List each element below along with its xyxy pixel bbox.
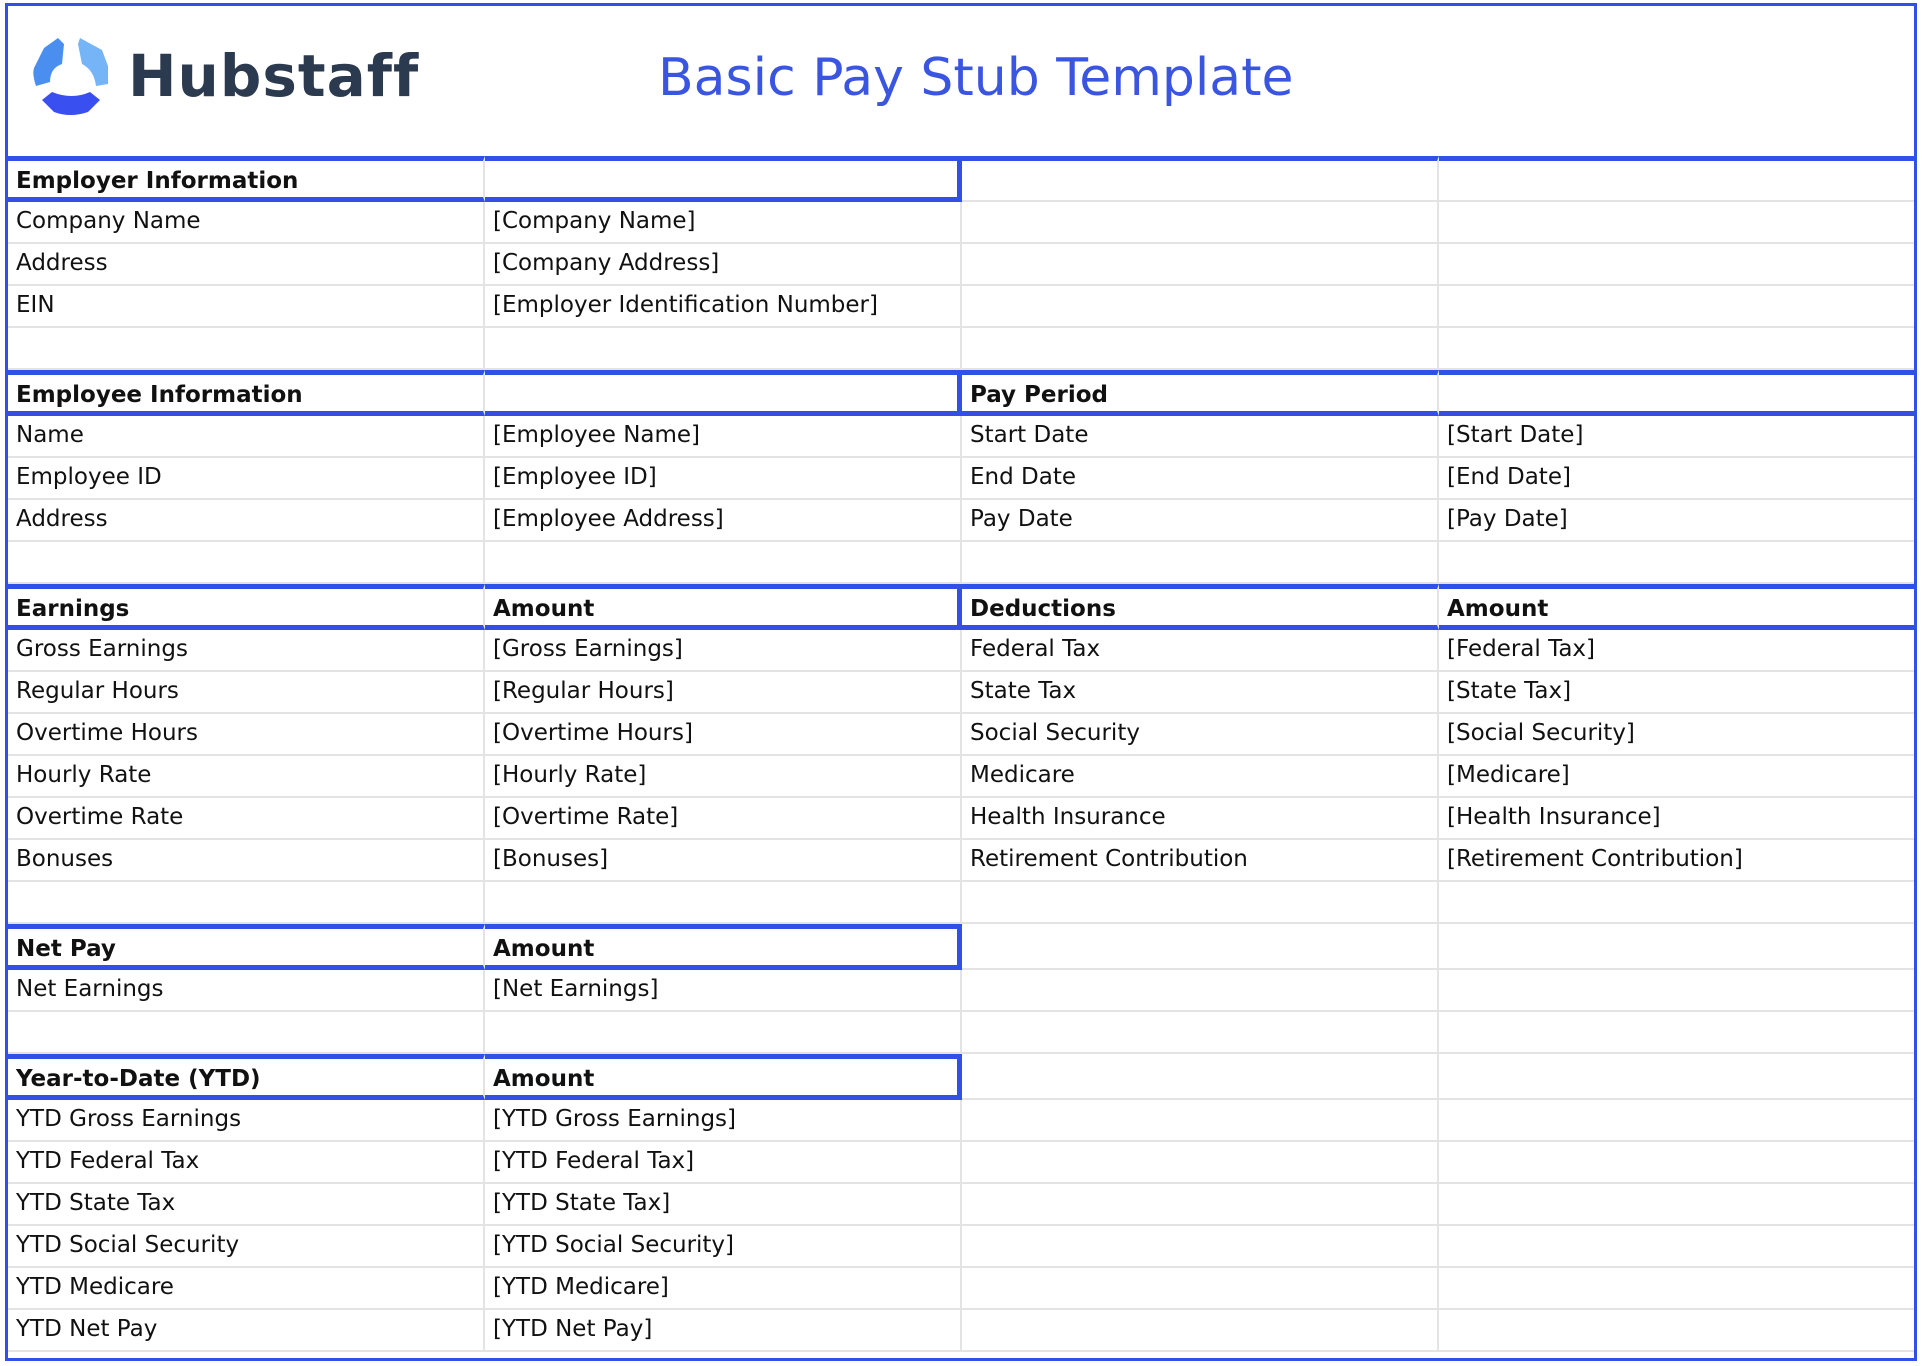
empty-cell[interactable] <box>1439 1012 1914 1054</box>
empty-cell[interactable] <box>1439 924 1914 970</box>
column-header[interactable]: Amount <box>1439 584 1914 630</box>
table-row <box>8 798 1914 840</box>
field-value[interactable]: [Employee Address] <box>485 500 962 542</box>
section-title[interactable]: Year-to-Date (YTD) <box>8 1054 485 1100</box>
empty-cell[interactable] <box>8 328 485 370</box>
field-value[interactable]: [Employee Name] <box>485 416 962 458</box>
column-header[interactable]: Amount <box>485 924 962 970</box>
table-row <box>8 416 1914 458</box>
table-row <box>8 882 1914 924</box>
field-label[interactable]: YTD State Tax <box>8 1184 485 1226</box>
field-value[interactable]: [YTD Federal Tax] <box>485 1142 962 1184</box>
table-row <box>8 756 1914 798</box>
field-label[interactable]: Retirement Contribution <box>962 840 1439 882</box>
section-header-row <box>8 370 1914 416</box>
section-header-row <box>8 156 1914 202</box>
empty-cell[interactable] <box>1439 370 1914 416</box>
table-row <box>8 1100 1914 1142</box>
empty-cell[interactable] <box>962 328 1439 370</box>
table-row <box>8 1226 1914 1268</box>
empty-cell[interactable] <box>485 882 962 924</box>
section-title[interactable]: Net Pay <box>8 924 485 970</box>
field-label[interactable]: Regular Hours <box>8 672 485 714</box>
empty-cell[interactable] <box>1439 286 1914 328</box>
field-label[interactable]: Social Security <box>962 714 1439 756</box>
field-label[interactable]: YTD Gross Earnings <box>8 1100 485 1142</box>
field-label[interactable]: Name <box>8 416 485 458</box>
section-title[interactable]: Earnings <box>8 584 485 630</box>
empty-cell[interactable] <box>485 1012 962 1054</box>
table-row <box>8 1310 1914 1352</box>
table-row <box>8 458 1914 500</box>
field-value[interactable]: [Hourly Rate] <box>485 756 962 798</box>
field-label[interactable]: Start Date <box>962 416 1439 458</box>
empty-cell[interactable] <box>962 970 1439 1012</box>
empty-cell[interactable] <box>1439 202 1914 244</box>
empty-cell[interactable] <box>8 1012 485 1054</box>
empty-cell[interactable] <box>1439 1268 1914 1310</box>
field-value[interactable]: [End Date] <box>1439 458 1914 500</box>
empty-cell[interactable] <box>962 244 1439 286</box>
empty-cell[interactable] <box>485 370 962 416</box>
field-value[interactable]: [Medicare] <box>1439 756 1914 798</box>
field-label[interactable]: Overtime Hours <box>8 714 485 756</box>
empty-cell[interactable] <box>1439 542 1914 584</box>
section-header-row <box>8 924 1914 970</box>
empty-cell[interactable] <box>1439 244 1914 286</box>
section-title[interactable]: Pay Period <box>962 370 1439 416</box>
field-label[interactable]: Bonuses <box>8 840 485 882</box>
table-row <box>8 840 1914 882</box>
field-label[interactable]: Health Insurance <box>962 798 1439 840</box>
field-label[interactable]: Pay Date <box>962 500 1439 542</box>
empty-cell[interactable] <box>8 882 485 924</box>
field-value[interactable]: [Company Name] <box>485 202 962 244</box>
table-row <box>8 714 1914 756</box>
empty-cell[interactable] <box>1439 156 1914 202</box>
pay-stub-sheet <box>5 3 1917 1361</box>
section-title[interactable]: Employee Information <box>8 370 485 416</box>
field-value[interactable]: [Regular Hours] <box>485 672 962 714</box>
table-row <box>8 1012 1914 1054</box>
empty-cell[interactable] <box>962 1268 1439 1310</box>
empty-cell[interactable] <box>962 1310 1439 1352</box>
column-header[interactable]: Amount <box>485 1054 962 1100</box>
table-row <box>8 542 1914 584</box>
table-row <box>8 672 1914 714</box>
field-label[interactable]: YTD Net Pay <box>8 1310 485 1352</box>
table-row <box>8 328 1914 370</box>
empty-cell[interactable] <box>962 1226 1439 1268</box>
field-label[interactable]: Company Name <box>8 202 485 244</box>
column-header[interactable]: Amount <box>485 584 962 630</box>
section-header-row <box>8 1054 1914 1100</box>
empty-cell[interactable] <box>1439 1184 1914 1226</box>
field-value[interactable]: [YTD Gross Earnings] <box>485 1100 962 1142</box>
field-label[interactable]: Address <box>8 244 485 286</box>
empty-cell[interactable] <box>1439 1226 1914 1268</box>
empty-cell[interactable] <box>485 542 962 584</box>
empty-cell[interactable] <box>962 202 1439 244</box>
empty-cell[interactable] <box>1439 1310 1914 1352</box>
field-value[interactable]: [YTD State Tax] <box>485 1184 962 1226</box>
table-row <box>8 1268 1914 1310</box>
field-value[interactable]: [Pay Date] <box>1439 500 1914 542</box>
section-title[interactable]: Employer Information <box>8 156 485 202</box>
field-label[interactable]: EIN <box>8 286 485 328</box>
field-value[interactable]: [Company Address] <box>485 244 962 286</box>
header-area <box>8 6 1914 156</box>
empty-cell[interactable] <box>1439 970 1914 1012</box>
empty-cell[interactable] <box>962 924 1439 970</box>
field-value[interactable]: [Start Date] <box>1439 416 1914 458</box>
section-header-row <box>8 584 1914 630</box>
empty-cell[interactable] <box>962 542 1439 584</box>
field-value[interactable]: [Employer Identification Number] <box>485 286 962 328</box>
empty-cell[interactable] <box>962 882 1439 924</box>
empty-cell[interactable] <box>962 156 1439 202</box>
empty-cell[interactable] <box>962 1184 1439 1226</box>
field-label[interactable]: Medicare <box>962 756 1439 798</box>
table-row <box>8 244 1914 286</box>
field-label[interactable]: State Tax <box>962 672 1439 714</box>
empty-cell[interactable] <box>1439 1054 1914 1100</box>
field-label[interactable]: YTD Federal Tax <box>8 1142 485 1184</box>
empty-cell[interactable] <box>1439 1100 1914 1142</box>
field-value[interactable]: [Employee ID] <box>485 458 962 500</box>
field-value[interactable]: [Net Earnings] <box>485 970 962 1012</box>
page-title: Basic Pay Stub Template <box>658 48 1294 108</box>
empty-cell[interactable] <box>1439 1142 1914 1184</box>
table-row <box>8 202 1914 244</box>
field-label[interactable]: Gross Earnings <box>8 630 485 672</box>
empty-cell[interactable] <box>485 156 962 202</box>
empty-cell[interactable] <box>485 328 962 370</box>
field-value[interactable]: [State Tax] <box>1439 672 1914 714</box>
field-value[interactable]: [Federal Tax] <box>1439 630 1914 672</box>
brand-name: Hubstaff <box>128 42 420 110</box>
field-value[interactable]: [YTD Net Pay] <box>485 1310 962 1352</box>
empty-cell[interactable] <box>962 286 1439 328</box>
hubstaff-logo <box>30 34 419 118</box>
field-label[interactable]: Hourly Rate <box>8 756 485 798</box>
table-row <box>8 500 1914 542</box>
field-label[interactable]: YTD Medicare <box>8 1268 485 1310</box>
table-row <box>8 1142 1914 1184</box>
field-label[interactable]: YTD Social Security <box>8 1226 485 1268</box>
field-value[interactable]: [YTD Medicare] <box>485 1268 962 1310</box>
field-value[interactable]: [Retirement Contribution] <box>1439 840 1914 882</box>
field-label[interactable]: Federal Tax <box>962 630 1439 672</box>
field-value[interactable]: [Overtime Hours] <box>485 714 962 756</box>
field-value[interactable]: [Health Insurance] <box>1439 798 1914 840</box>
hubstaff-logo-icon <box>30 34 112 118</box>
empty-cell[interactable] <box>962 1012 1439 1054</box>
table-row <box>8 1184 1914 1226</box>
field-label[interactable]: Net Earnings <box>8 970 485 1012</box>
table-row <box>8 630 1914 672</box>
empty-cell[interactable] <box>1439 882 1914 924</box>
field-value[interactable]: [Bonuses] <box>485 840 962 882</box>
field-label[interactable]: End Date <box>962 458 1439 500</box>
empty-cell[interactable] <box>962 1054 1439 1100</box>
empty-cell[interactable] <box>1439 328 1914 370</box>
empty-cell[interactable] <box>8 542 485 584</box>
field-value[interactable]: [Social Security] <box>1439 714 1914 756</box>
field-label[interactable]: Employee ID <box>8 458 485 500</box>
empty-cell[interactable] <box>962 1142 1439 1184</box>
section-title[interactable]: Deductions <box>962 584 1439 630</box>
table-row <box>8 970 1914 1012</box>
table-row <box>8 286 1914 328</box>
field-value[interactable]: [Overtime Rate] <box>485 798 962 840</box>
field-value[interactable]: [YTD Social Security] <box>485 1226 962 1268</box>
empty-cell[interactable] <box>962 1100 1439 1142</box>
field-label[interactable]: Overtime Rate <box>8 798 485 840</box>
field-value[interactable]: [Gross Earnings] <box>485 630 962 672</box>
pay-stub-grid <box>8 156 1914 1352</box>
field-label[interactable]: Address <box>8 500 485 542</box>
